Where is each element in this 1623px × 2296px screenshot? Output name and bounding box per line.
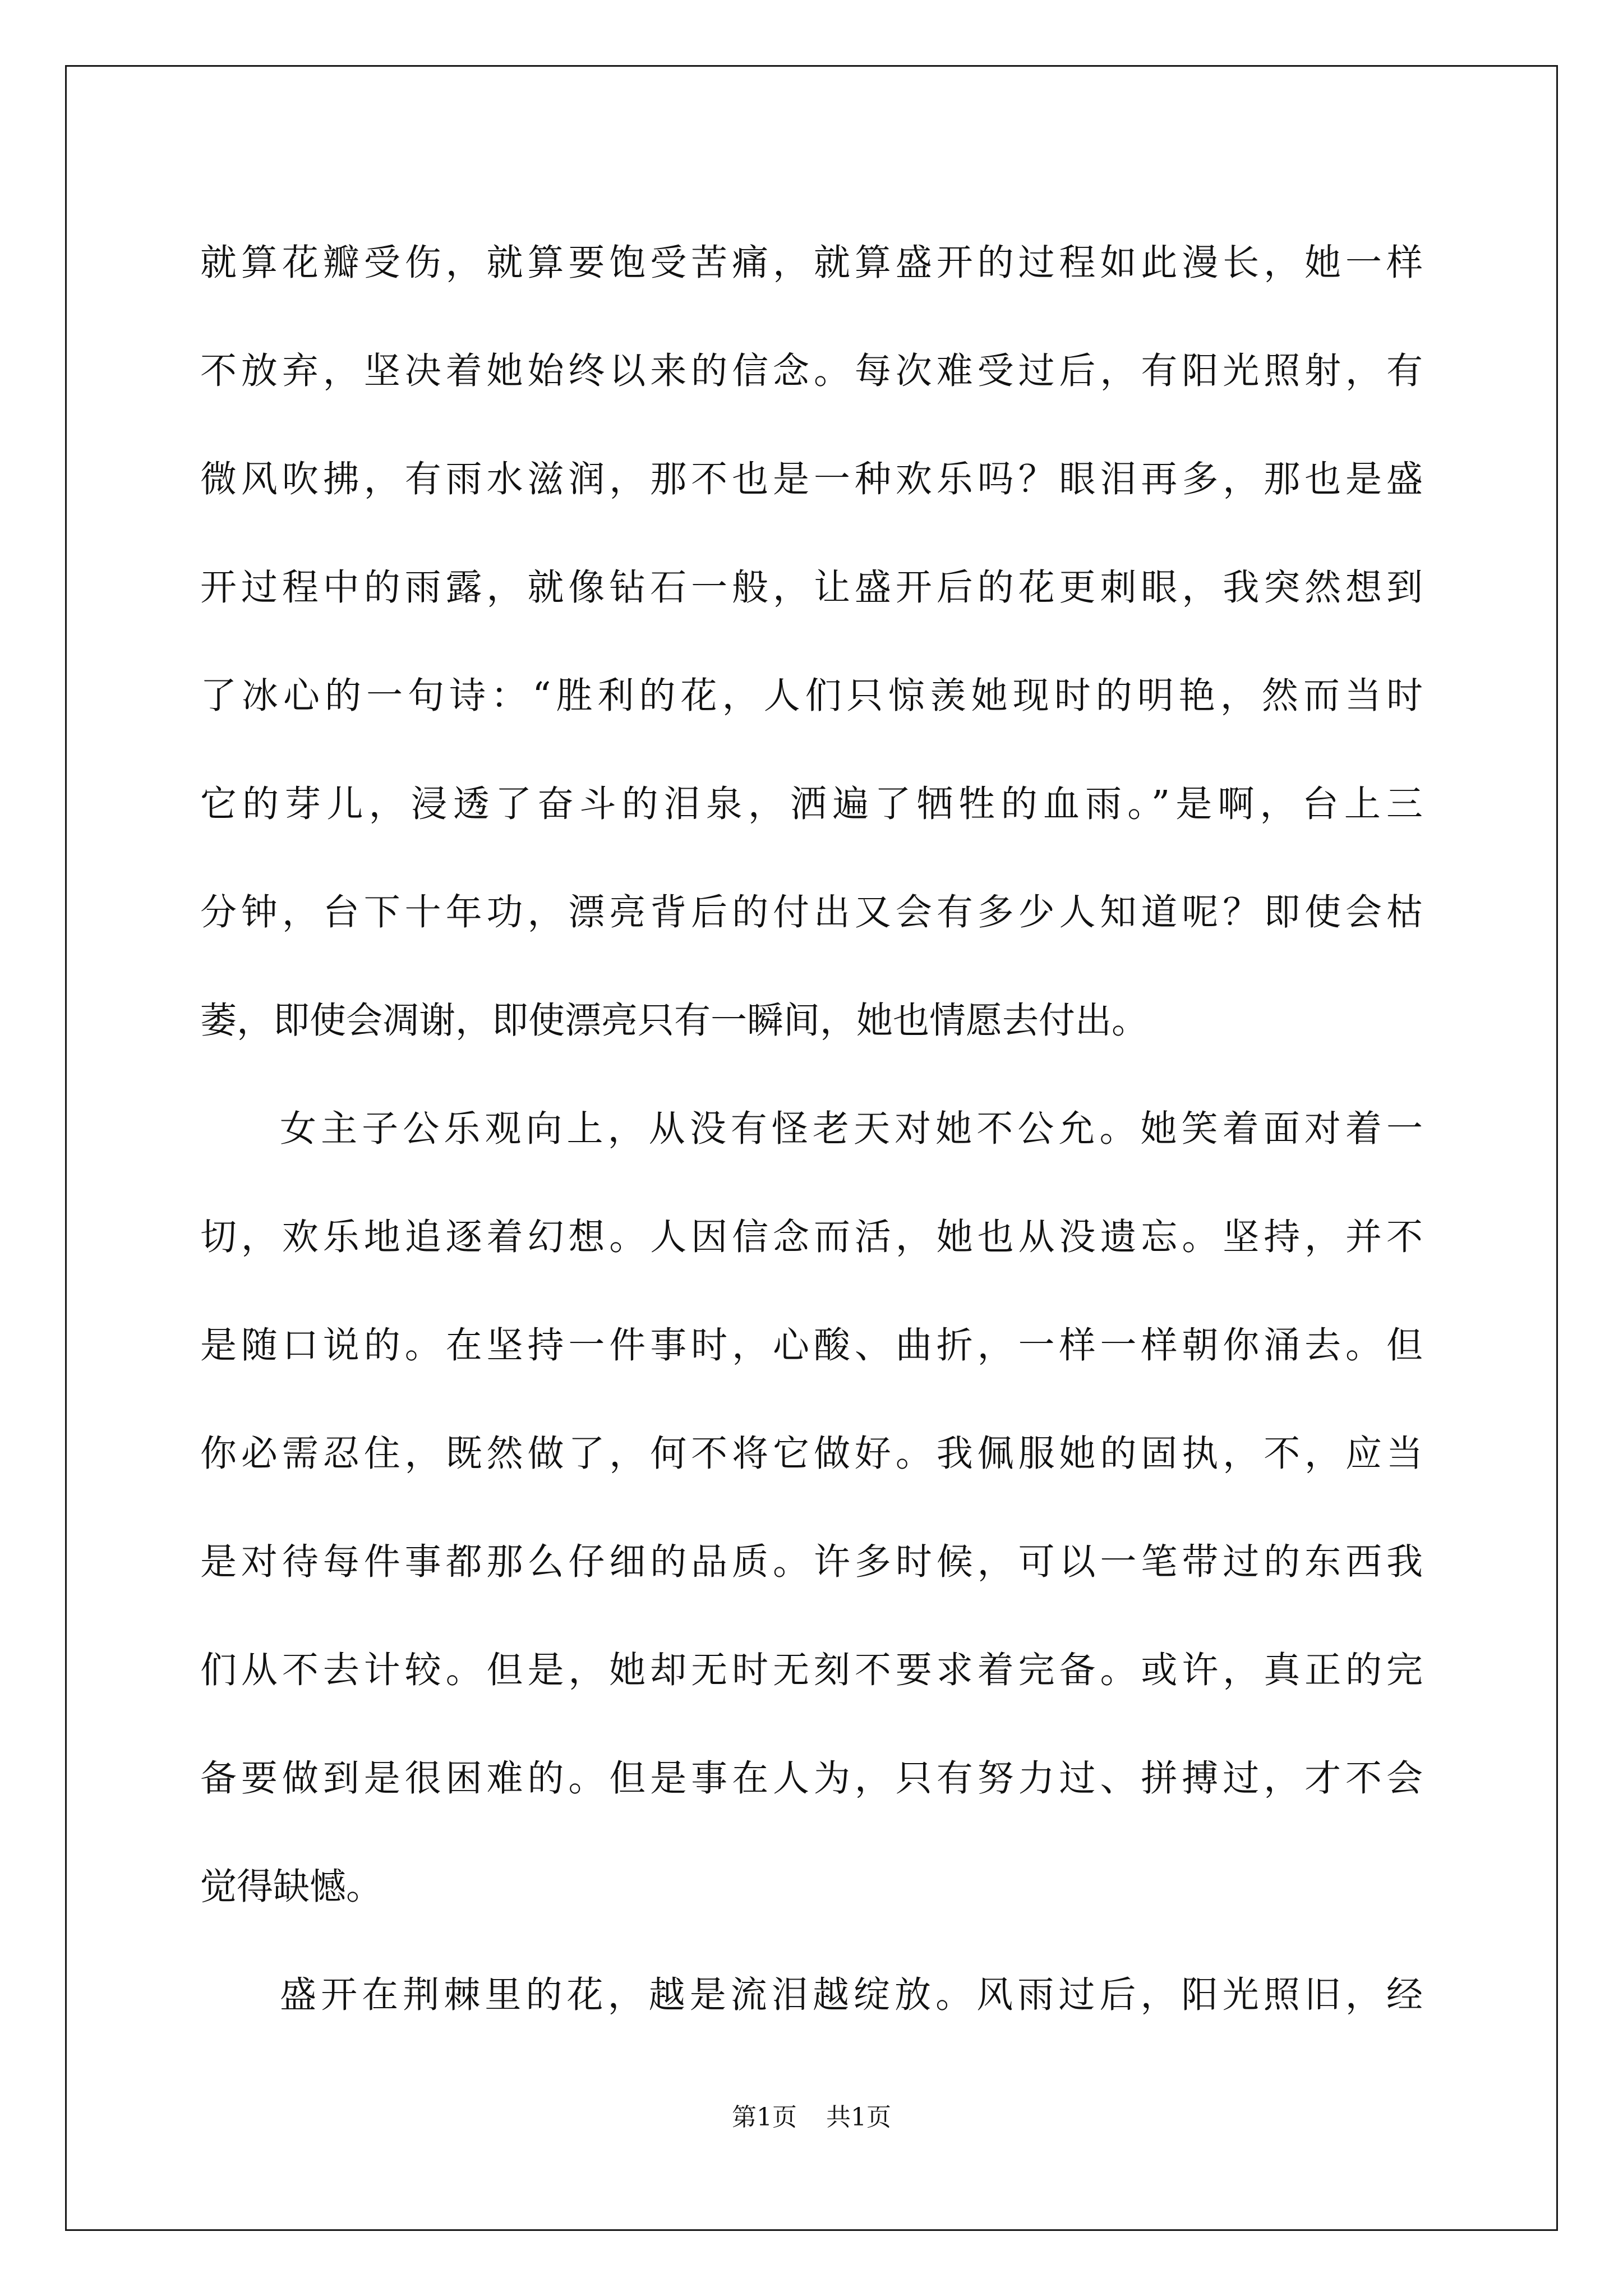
text-line: 是对待每件事都那么仔细的品质。许多时候，可以一笔带过的东西我 — [200, 1541, 1423, 1583]
text-line: 觉得缺憾。 — [200, 1866, 383, 1908]
paragraph-first-line: 盛开在荆棘里的花，越是流泪越绽放。风雨过后，阳光照旧，经 — [280, 1974, 1423, 2016]
text-line: 了冰心的一句诗：“胜利的花，人们只惊羡她现时的明艳，然而当时 — [200, 675, 1423, 717]
text-line: 就算花瓣受伤，就算要饱受苦痛，就算盛开的过程如此漫长，她一样 — [200, 242, 1423, 284]
text-line: 备要做到是很困难的。但是事在人为，只有努力过、拼搏过，才不会 — [200, 1757, 1423, 1800]
text-line: 们从不去计较。但是，她却无时无刻不要求着完备。或许，真正的完 — [200, 1649, 1423, 1691]
paragraph-first-line: 女主子公乐观向上，从没有怪老天对她不公允。她笑着面对着一 — [280, 1108, 1423, 1150]
page-footer — [0, 2097, 1623, 2133]
text-line: 分钟，台下十年功，漂亮背后的付出又会有多少人知道呢？即使会枯 — [200, 891, 1423, 933]
text-line: 你必需忍住，既然做了，何不将它做好。我佩服她的固执，不，应当 — [200, 1433, 1423, 1475]
document-body — [200, 209, 1423, 2049]
page-number: 第1页 — [732, 2103, 797, 2132]
text-line: 萎，即使会凋谢，即使漂亮只有一瞬间，她也情愿去付出。 — [200, 1000, 1149, 1042]
text-line: 开过程中的雨露，就像钻石一般，让盛开后的花更刺眼，我突然想到 — [200, 567, 1423, 609]
text-line: 是随口说的。在坚持一件事时，心酸、曲折，一样一样朝你涌去。但 — [200, 1324, 1423, 1366]
text-line: 它的芽儿，浸透了奋斗的泪泉，洒遍了牺牲的血雨。”是啊，台上三 — [200, 783, 1423, 825]
text-line: 不放弃，坚决着她始终以来的信念。每次难受过后，有阳光照射，有 — [200, 350, 1423, 392]
text-line: 微风吹拂，有雨水滋润，那不也是一种欢乐吗？眼泪再多，那也是盛 — [200, 458, 1423, 500]
text-line: 切，欢乐地追逐着幻想。人因信念而活，她也从没遗忘。坚持，并不 — [200, 1216, 1423, 1258]
page-total: 共1页 — [826, 2103, 891, 2132]
